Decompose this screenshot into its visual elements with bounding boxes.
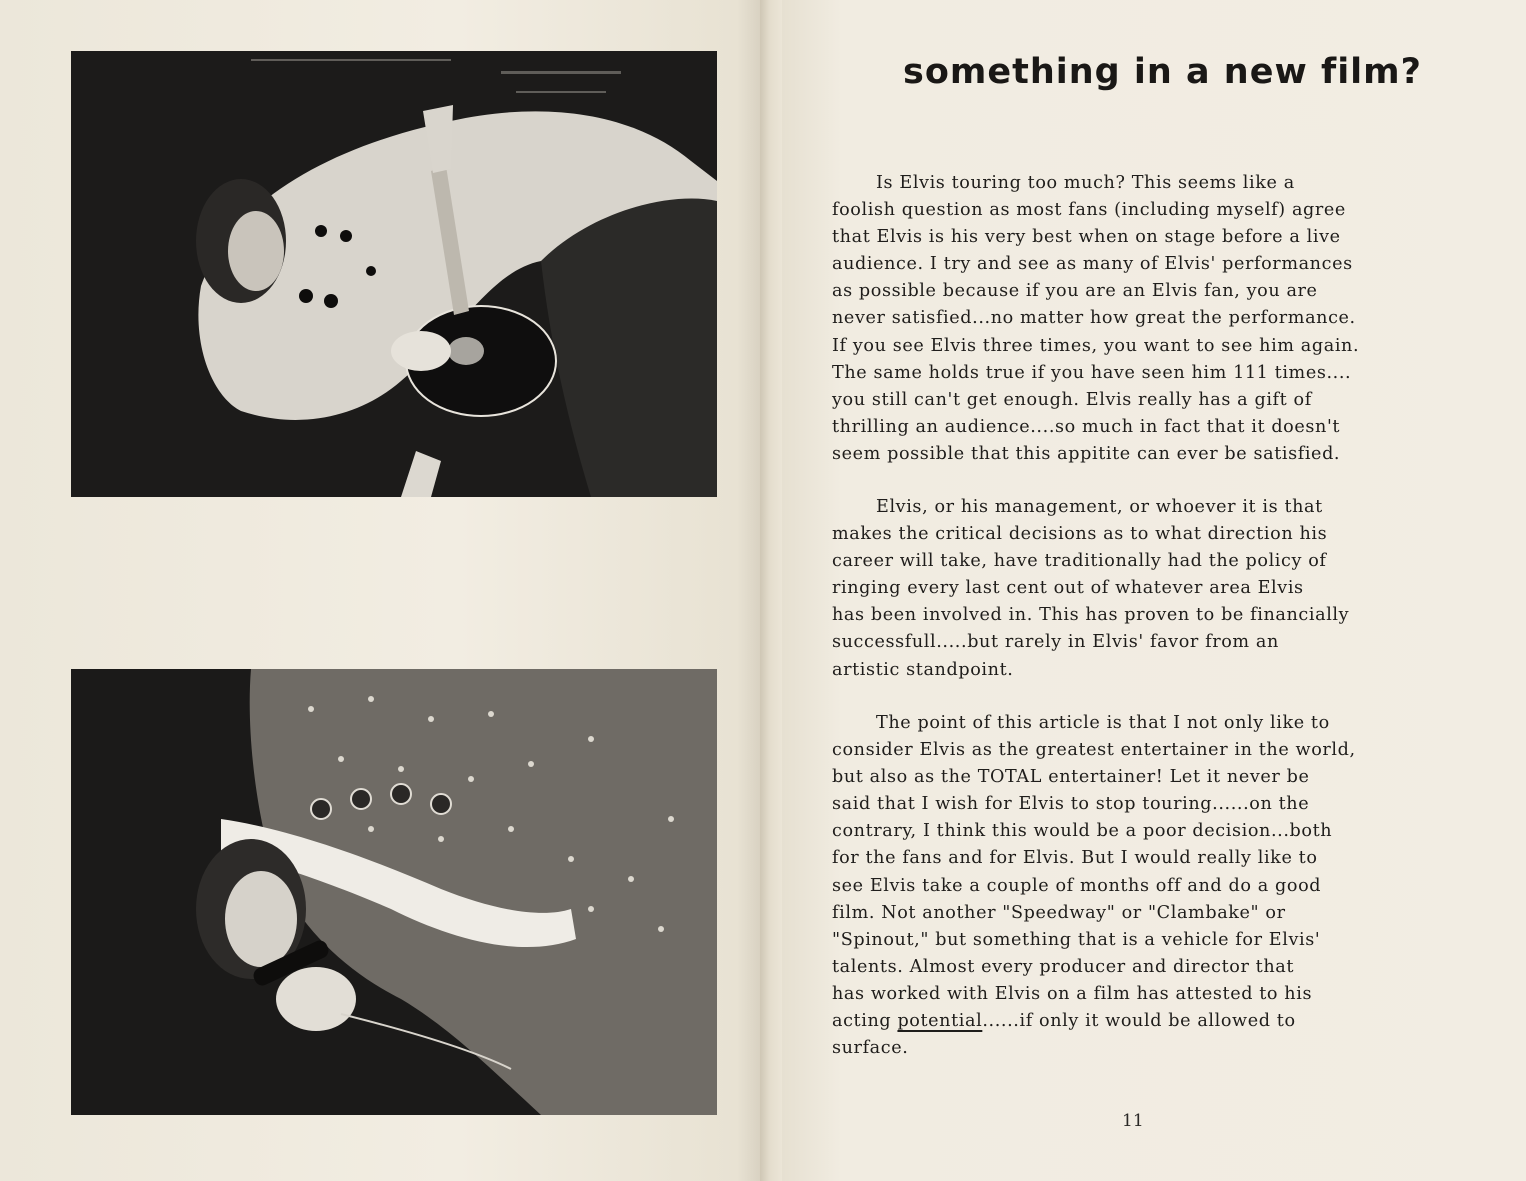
article-title: something in a new film? — [903, 52, 1422, 92]
text-line: for the fans and for Elvis. But I would really like to — [832, 848, 1318, 869]
photo-guitar-performer — [71, 51, 717, 497]
text-line: see Elvis take a couple of months off and do a good — [832, 875, 1322, 896]
text-line: has been involved in. This has proven to be financially — [832, 605, 1350, 626]
text-line: but also as the TOTAL entertainer! Let it never be — [832, 767, 1310, 788]
text-line: foolish question as most fans (including myself) agree — [832, 200, 1346, 221]
text-line: you still can't get enough. Elvis really has a gift of — [832, 389, 1312, 410]
text-line: film. Not another "Speedway" or "Clambake" or — [832, 902, 1286, 923]
text-line: said that I wish for Elvis to stop touring......on the — [832, 794, 1310, 815]
paragraph-1 — [832, 170, 1512, 468]
text-line: career will take, have traditionally had the policy of — [832, 551, 1327, 572]
text-line: successfull.....but rarely in Elvis' favor from an — [832, 632, 1279, 653]
text-fragment: acting — [832, 1011, 898, 1032]
text-line: that Elvis is his very best when on stage before a live — [832, 227, 1341, 248]
text-line: surface. — [832, 1038, 909, 1059]
text-fragment: ......if only it would be allowed to — [982, 1011, 1296, 1032]
paragraph-3 — [832, 710, 1512, 1062]
text-line: contrary, I think this would be a poor decision...both — [832, 821, 1333, 842]
left-page — [0, 0, 760, 1181]
text-line: audience. I try and see as many of Elvis' performances — [832, 254, 1353, 275]
text-line: ringing every last cent out of whatever area Elvis — [832, 578, 1304, 599]
paragraph-2 — [832, 494, 1512, 684]
text-line: The point of this article is that I not only like to — [876, 713, 1330, 733]
underlined-word: potential — [897, 1011, 983, 1032]
text-line: Is Elvis touring too much? This seems like a — [876, 173, 1295, 193]
text-line: talents. Almost every producer and director that — [832, 956, 1295, 977]
book-gutter — [760, 0, 782, 1181]
text-line: thrilling an audience....so much in fact that it doesn't — [832, 416, 1341, 437]
text-line: has worked with Elvis on a film has attested to his — [832, 983, 1313, 1004]
text-line: The same holds true if you have seen him 111 times.... — [832, 362, 1352, 383]
text-line: If you see Elvis three times, you want to see him again. — [832, 335, 1360, 356]
text-line: never satisfied...no matter how great the performance. — [832, 308, 1356, 329]
text-line: makes the critical decisions as to what direction his — [832, 524, 1328, 545]
text-line: seem possible that this appitite can ever be satisfied. — [832, 443, 1341, 464]
photo-microphone-performer — [71, 669, 717, 1115]
text-line: consider Elvis as the greatest entertainer in the world, — [832, 740, 1356, 761]
text-line: Elvis, or his management, or whoever it is that — [876, 497, 1323, 517]
page-number: 11 — [1122, 1111, 1144, 1131]
text-line-underlined — [832, 1008, 1512, 1035]
text-line: as possible because if you are an Elvis fan, you are — [832, 281, 1318, 302]
text-line: artistic standpoint. — [832, 659, 1014, 680]
text-line: "Spinout," but something that is a vehicle for Elvis' — [832, 929, 1321, 950]
